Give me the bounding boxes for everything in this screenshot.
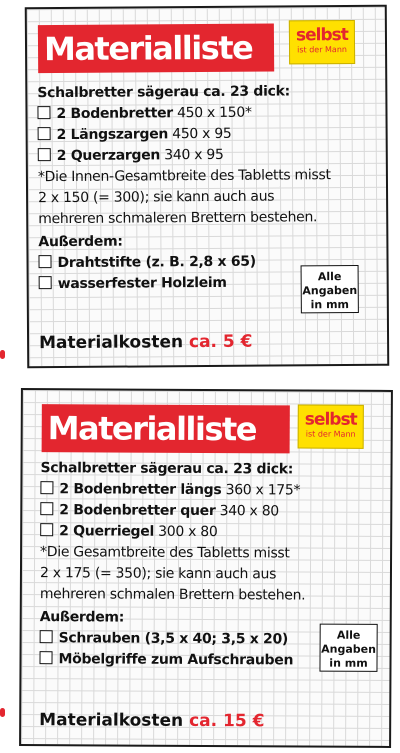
logo-main-text: selbst (295, 25, 348, 46)
item-name: 2 Bodenbretter längs (59, 481, 222, 499)
item-dims: 360 x 175* (225, 482, 301, 499)
hint-line: in mm (329, 656, 368, 670)
cost-value: ca. 15 € (189, 710, 265, 732)
item-name: 2 Querzargen (56, 147, 161, 165)
cost-value: ca. 5 € (188, 331, 253, 353)
item-name: Möbelgriffe zum Aufschrauben (58, 651, 294, 669)
footnote-line: 2 x 175 (= 350); sie kann auch aus (39, 565, 277, 583)
material-list-card-1 (25, 5, 390, 369)
hint-line: Alle (317, 270, 342, 284)
item-name: 2 Querriegel (59, 523, 155, 540)
brand-logo (298, 404, 364, 448)
footnote-line: *Die Innen-Gesamtbreite des Tabletts misst (37, 167, 331, 186)
checkbox-icon (39, 651, 52, 664)
item-dims: 450 x 150* (176, 104, 252, 122)
item-dims: 340 x 80 (219, 503, 279, 520)
logo-sub-text: ist der Mann (305, 429, 356, 439)
checklist-item (38, 144, 378, 167)
footnote-line: 2 x 150 (= 300); sie kann auch aus (38, 188, 275, 207)
brand-logo (289, 20, 355, 64)
item-name: 2 Längszargen (56, 126, 169, 144)
cost-label: Materialkosten (39, 710, 184, 731)
cost-label: Materialkosten (39, 332, 184, 354)
checkbox-icon (40, 523, 53, 536)
footnote-line: mehreren schmalen Brettern bestehen. (39, 586, 306, 604)
boards-heading: Schalbretter sägerau ca. 23 dick: (37, 83, 290, 102)
card-title: Materialliste (38, 24, 274, 74)
extras-heading: Außerdem: (39, 609, 125, 626)
material-list-card-2 (19, 388, 393, 748)
checkbox-icon (40, 481, 53, 494)
footnote-line: mehreren schmaleren Brettern bestehen. (38, 209, 318, 228)
hint-line: Alle (336, 628, 361, 642)
item-name: Drahtstifte (z. B. 2,8 x 65) (57, 253, 256, 272)
hint-line: Angaben (321, 642, 377, 656)
item-dims: 340 x 95 (164, 146, 224, 164)
item-name: wasserfester Holzleim (57, 274, 227, 293)
red-edge-mark (0, 708, 5, 717)
units-hint-box (319, 624, 377, 672)
checkbox-icon (38, 255, 51, 268)
checkbox-icon (40, 630, 53, 643)
checkbox-icon (39, 276, 52, 289)
hint-line: Angaben (302, 283, 358, 298)
checklist-item (40, 479, 382, 502)
red-edge-mark (0, 350, 5, 359)
card-title: Materialliste (42, 404, 290, 453)
checklist-item (37, 102, 377, 125)
item-dims: 450 x 95 (172, 125, 232, 143)
checklist-item (38, 123, 378, 146)
logo-main-text: selbst (304, 409, 357, 430)
item-dims: 300 x 80 (158, 523, 218, 541)
checkbox-icon (38, 148, 51, 161)
checkbox-icon (40, 502, 53, 515)
hint-line: in mm (310, 298, 350, 312)
material-cost (39, 332, 253, 353)
checkbox-icon (37, 106, 50, 119)
units-hint-box (301, 265, 359, 313)
footnote-line: *Die Gesamtbreite des Tabletts misst (40, 544, 290, 562)
item-name: 2 Bodenbretter (56, 105, 173, 123)
item-name: Schrauben (3,5 x 40; 3,5 x 20) (58, 630, 289, 648)
checklist-item (40, 521, 382, 544)
item-name: 2 Bodenbretter quer (59, 502, 216, 520)
checkbox-icon (38, 127, 51, 140)
checklist-item (40, 500, 382, 523)
logo-sub-text: ist der Mann (297, 45, 348, 55)
boards-heading: Schalbretter sägerau ca. 23 dick: (40, 460, 294, 478)
material-cost (39, 710, 264, 731)
extras-heading: Außerdem: (38, 233, 123, 251)
list-content (37, 81, 378, 295)
